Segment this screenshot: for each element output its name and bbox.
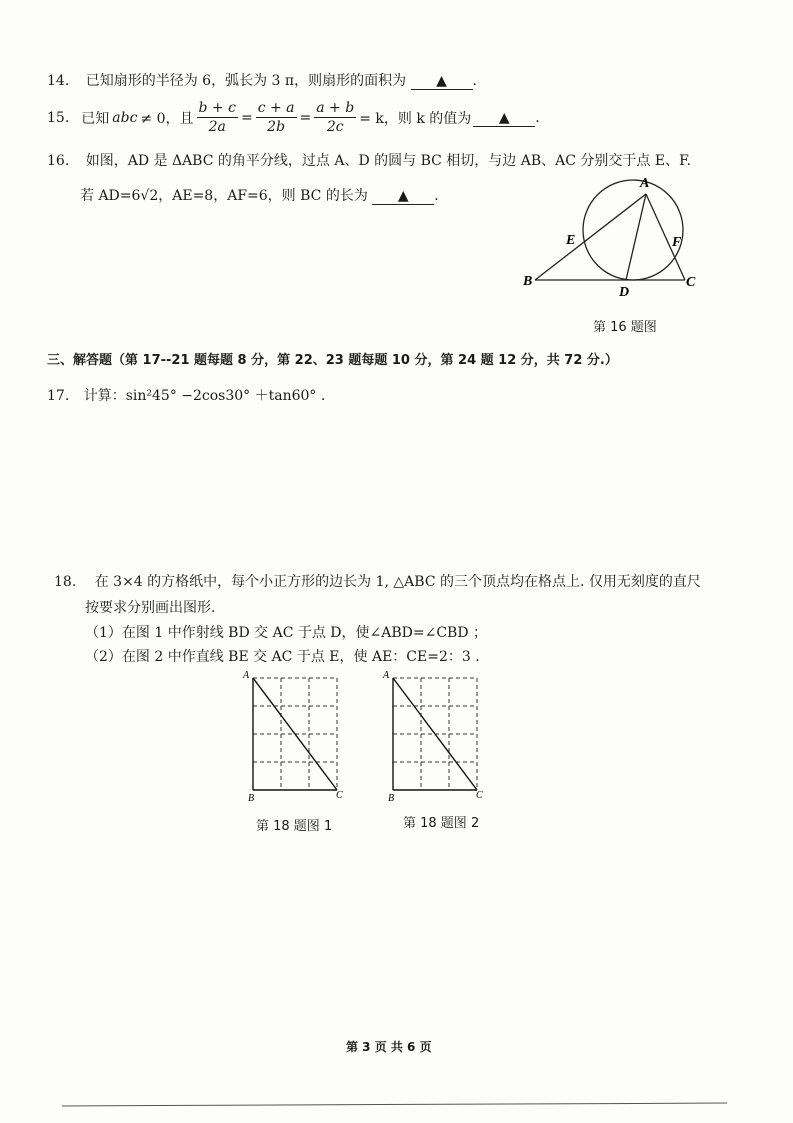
- answer-blank: [473, 110, 535, 127]
- fraction: $\frac{b + c}{2a}$: [198, 100, 236, 135]
- triangle-mark-icon: ▲: [436, 73, 447, 89]
- section-heading: 三、解答题（第 17--21 题每题 8 分，第 22、23 题每题 10 分，第 24 题 12 分，共 72 分.）: [47, 353, 618, 368]
- question-number: 15.: [47, 110, 70, 126]
- question-18: [54, 571, 701, 591]
- triangle-mark-icon: ▲: [397, 188, 409, 204]
- question-number: 17.: [47, 388, 70, 404]
- fraction: $\frac{a + b}{2c}$: [316, 100, 355, 135]
- label-f: F: [672, 235, 682, 250]
- question-text-line1: 如图，AD 是 ΔABC 的角平分线，过点 A、D 的圆与 BC 相切，与边 AB、AC 分别交于点 E、F.: [85, 153, 692, 169]
- figure-18-1-caption: 第 18 题图 1: [256, 819, 333, 834]
- label-c: C: [476, 790, 483, 801]
- figure-16-caption: 第 16 题图: [593, 320, 657, 335]
- question-text: 计算：sin²45° −2cos30° ＋tan60° .: [83, 388, 326, 404]
- label-c: C: [686, 275, 696, 290]
- label-a: A: [383, 670, 390, 681]
- question-text: 已知扇形的半径为 6，弧长为 3 π，则扇形的面积为: [85, 73, 407, 89]
- question-18-part1: （1）在图 1 中作射线 BD 交 AC 于点 D，使∠ABD=∠CBD ；: [85, 625, 488, 641]
- label-a: A: [243, 670, 250, 681]
- label-a: A: [640, 176, 650, 191]
- question-17: [47, 385, 325, 405]
- question-number: 14.: [47, 73, 70, 89]
- label-b: B: [388, 793, 395, 802]
- label-b: B: [248, 793, 255, 802]
- figure-18-2-caption: 第 18 题图 2: [403, 816, 480, 831]
- answer-blank: [372, 188, 434, 205]
- question-text-line1: 在 3×4 的方格纸中，每个小正方形的边长为 1, △ABC 的三个顶点均在格点上. 仅用无刻度的直尺: [94, 574, 701, 590]
- question-number: 16.: [47, 153, 70, 169]
- question-15: 15. 已知 abc ≠ 0，且 $\frac{b + c}{2a}$ = $\frac{c + a}{2b}$ = $\frac{a + b}{2c}$ = k，则 k 的值为 ▲ .: [47, 100, 540, 135]
- question-16: [47, 150, 691, 170]
- figure-16: [515, 168, 705, 298]
- question-14: 14. 已知扇形的半径为 6，弧长为 3 π，则扇形的面积为 ▲ .: [47, 73, 477, 89]
- fraction: $\frac{c + a}{2b}$: [257, 100, 295, 135]
- question-number: 18.: [54, 574, 77, 590]
- triangle-mark-icon: ▲: [498, 109, 510, 126]
- figure-18-1: [240, 668, 352, 802]
- question-18-line2: 按要求分别画出图形.: [85, 600, 216, 616]
- question-16-line2: 若 AD=6√2，AE=8，AF=6，则 BC 的长为 ▲ .: [80, 188, 439, 204]
- label-b: B: [523, 274, 533, 289]
- label-c: C: [336, 790, 343, 801]
- label-d: D: [619, 285, 630, 298]
- page-footer: 第 3 页 共 6 页: [346, 1040, 432, 1054]
- question-18-part2: （2）在图 2 中作直线 BE 交 AC 于点 E，使 AE：CE=2：3 .: [85, 649, 480, 665]
- label-e: E: [566, 233, 576, 248]
- tangent-circle: [583, 180, 683, 280]
- answer-blank: [411, 73, 473, 90]
- figure-18-2: [380, 668, 492, 802]
- bottom-rule: [62, 1103, 727, 1107]
